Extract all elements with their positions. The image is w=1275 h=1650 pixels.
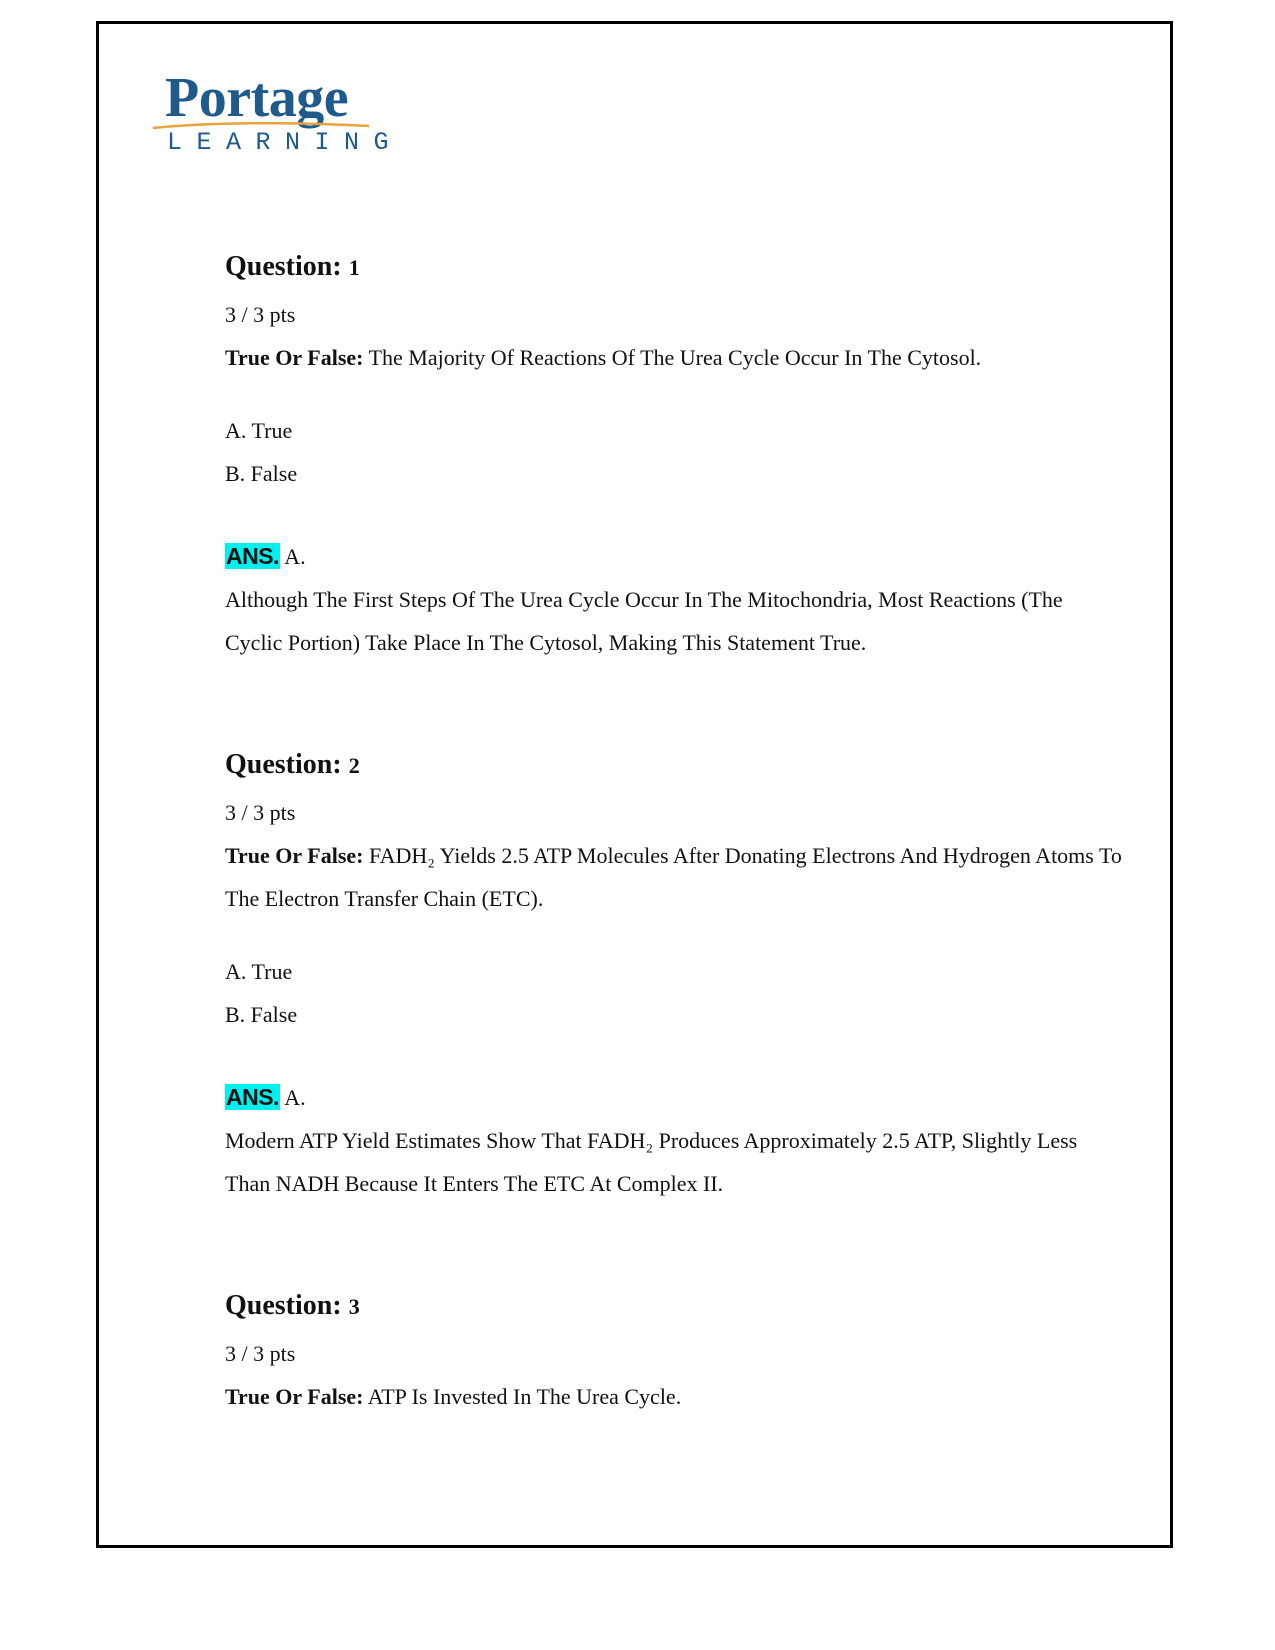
option-b: B. False — [225, 461, 298, 486]
answer-line — [225, 535, 1125, 578]
answer-value: A. — [279, 1085, 306, 1110]
question-prompt — [225, 1375, 1125, 1418]
question-heading — [225, 250, 1125, 285]
prompt-text: The Majority Of Reactions Of The Urea Cycle Occur In The Cytosol. — [363, 345, 982, 370]
question-label: Question: — [225, 749, 342, 780]
question-label: Question: — [225, 1290, 342, 1321]
question-prompt — [225, 834, 1125, 920]
prompt-label: True Or False: — [225, 1384, 364, 1409]
question-points: 3 / 3 pts — [225, 800, 296, 825]
portage-learning-logo — [151, 66, 404, 166]
answer-explanation: Modern ATP Yield Estimates Show That FADH₂ Produces Approximately 2.5 ATP, Slightly Less Than NADH Because It Enters The ETC At Complex II. — [225, 1128, 1078, 1196]
answer-line — [225, 1076, 1125, 1119]
prompt-label: True Or False: — [225, 345, 364, 370]
question-block — [225, 748, 1125, 1205]
logo-wordmark: Portage — [165, 67, 349, 129]
question-points: 3 / 3 pts — [225, 1341, 296, 1366]
answer-explanation: Although The First Steps Of The Urea Cycle Occur In The Mitochondria, Most Reactions (The Cyclic Portion) Take Place In The Cytosol, Making This Statement True. — [225, 587, 1063, 655]
question-prompt — [225, 336, 1125, 379]
question-number: 2 — [348, 753, 360, 778]
option-a: A. True — [225, 959, 293, 984]
logo-subtitle: LEARNING — [167, 128, 404, 157]
question-block — [225, 1289, 1125, 1418]
option-b: B. False — [225, 1002, 298, 1027]
answer-label: ANS. — [226, 1084, 279, 1110]
answer-label: ANS. — [226, 543, 279, 569]
prompt-text: FADH₂ Yields 2.5 ATP Molecules After Donating Electrons And Hydrogen Atoms To The Electron Transfer Chain (ETC). — [225, 843, 1122, 911]
quiz-content — [225, 250, 1125, 1418]
question-number: 1 — [348, 255, 360, 280]
answer-value: A. — [279, 544, 306, 569]
prompt-text: ATP Is Invested In The Urea Cycle. — [363, 1384, 682, 1409]
question-block — [225, 250, 1125, 664]
option-a: A. True — [225, 418, 293, 443]
question-points: 3 / 3 pts — [225, 302, 296, 327]
question-heading — [225, 1289, 1125, 1324]
question-number: 3 — [348, 1294, 360, 1319]
question-heading — [225, 748, 1125, 783]
prompt-label: True Or False: — [225, 843, 364, 868]
question-label: Question: — [225, 251, 342, 282]
